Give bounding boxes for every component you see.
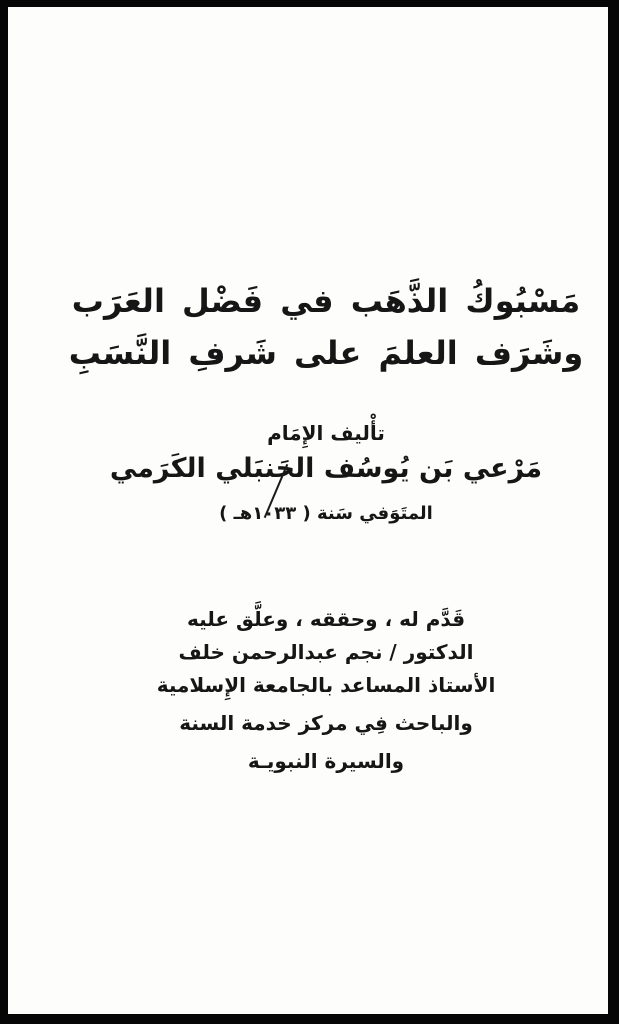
editor-name: الدكتور / نجم عبدالرحمن خلف bbox=[178, 640, 474, 664]
editor-role-research-center: والباحث فِي مركز خدمة السنة bbox=[179, 711, 473, 735]
editor-credit-intro: قَدَّم له ، وحققه ، وعلَّق عليه bbox=[186, 607, 466, 631]
editor-credits bbox=[26, 603, 608, 778]
book-title-line-1: مَسْبُوكُ الذَّهَب في فَضْل العَرَب bbox=[71, 282, 581, 320]
author-name: مَرْعي بَن يُوسُف الحَنبَلي الكَرَمي bbox=[109, 453, 543, 484]
author-death-year: المتَوَفي سَنة ( ١٠٣٣هـ ) bbox=[219, 503, 433, 524]
editor-role-university: الأستاذ المساعد بالجامعة الإِسلامية bbox=[156, 673, 496, 697]
author-byline: تأْليف الإِمَام bbox=[267, 421, 385, 445]
book-title bbox=[26, 275, 608, 379]
page-surface bbox=[8, 7, 608, 1014]
book-title-line-2: وشَرَف العلمَ على شَرفِ النَّسَبِ bbox=[68, 334, 584, 372]
editor-role-prophetic-biography: والسيرة النبويـة bbox=[247, 749, 405, 773]
